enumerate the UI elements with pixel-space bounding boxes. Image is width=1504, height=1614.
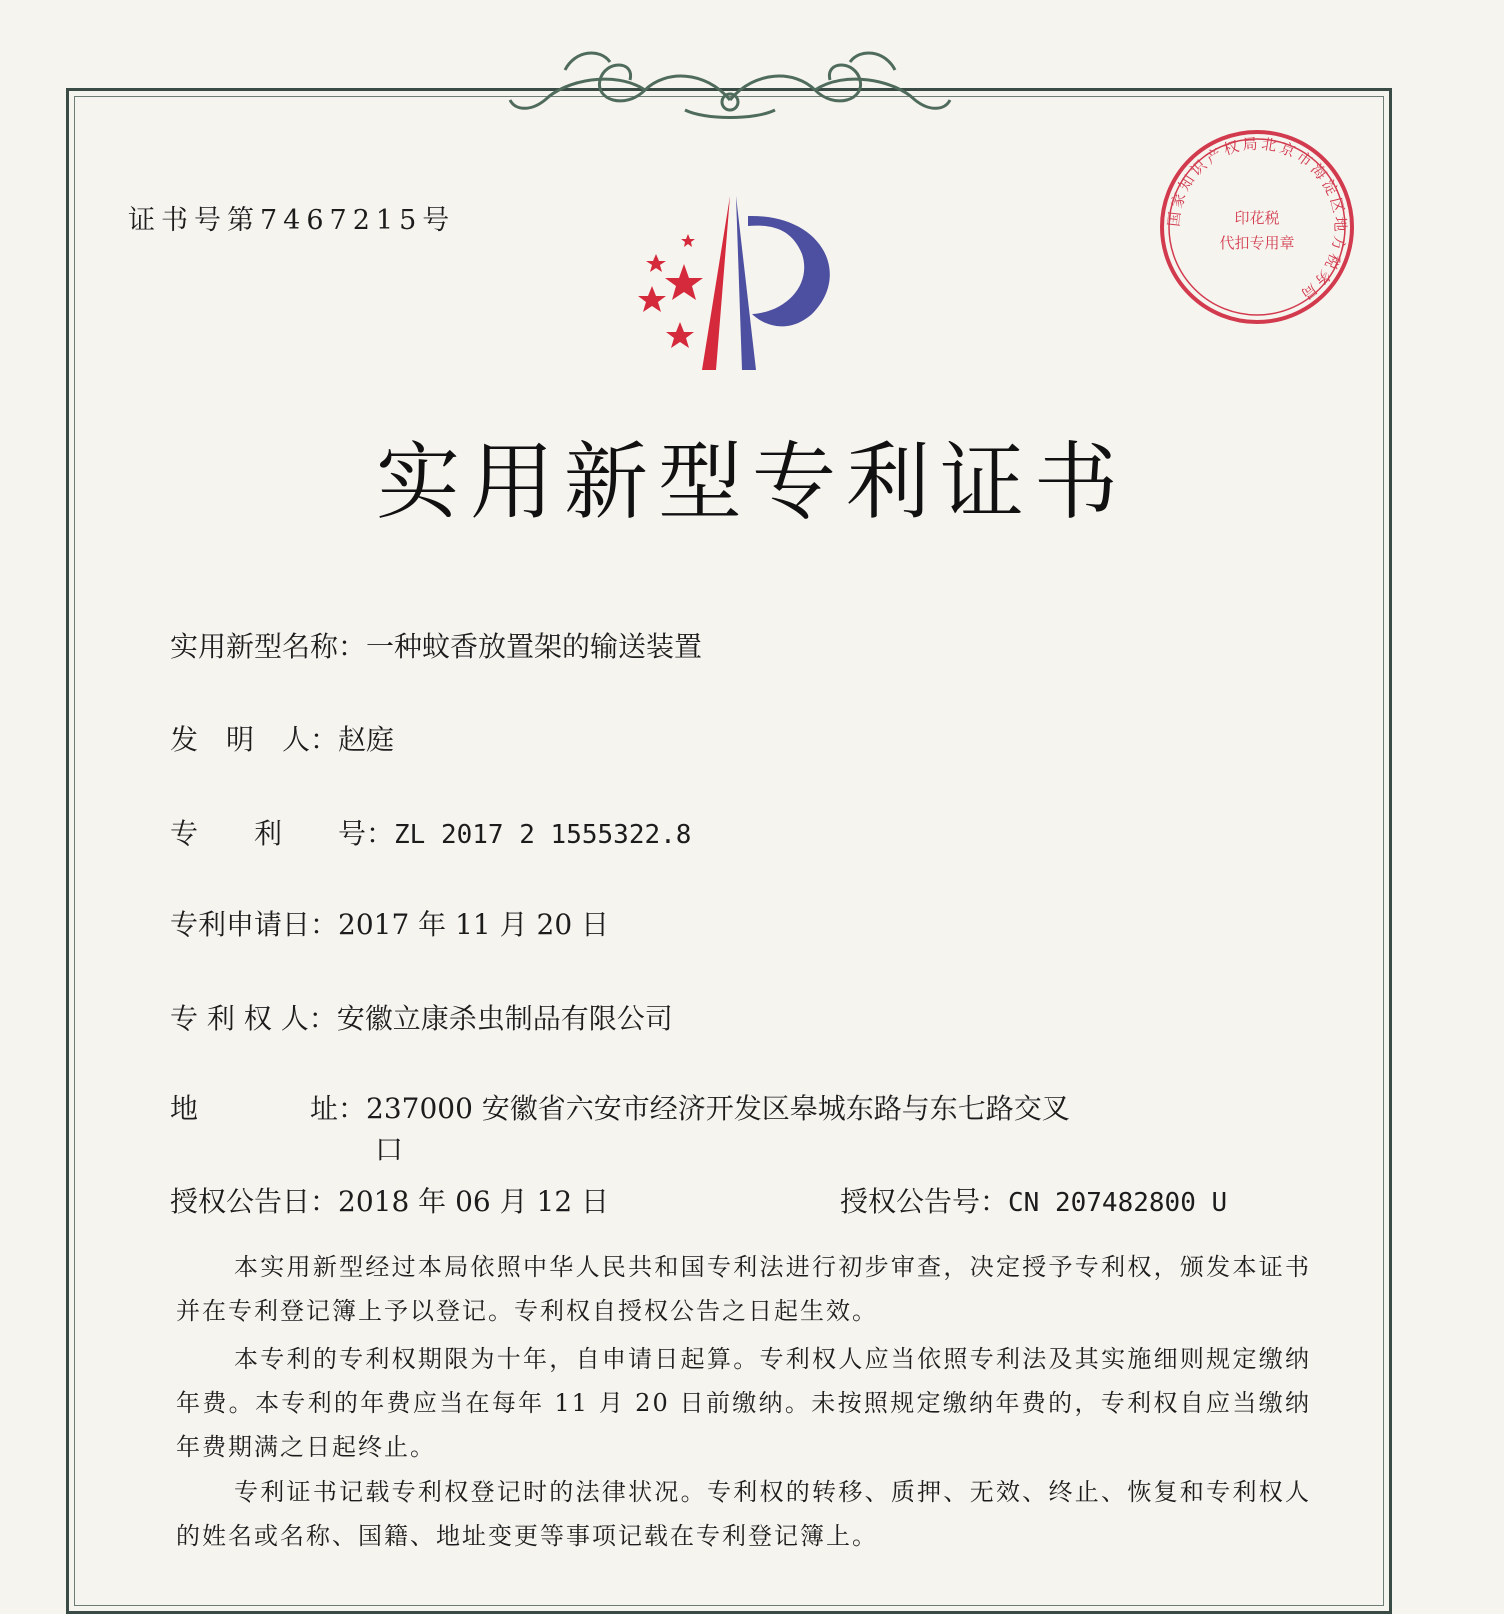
field-patentee [170, 997, 673, 1037]
seal-inner-line1: 印花税 [1234, 209, 1280, 227]
field-address-label: 地 址： [170, 1092, 367, 1125]
field-grant-date-value: 2018 年 06 月 12 日 [338, 1185, 610, 1218]
seal-ring-text: 国家知识产权局北京市海淀区地方税务局 [1164, 134, 1350, 306]
field-filing-date-label: 专利申请日： [170, 908, 339, 941]
field-inventor-label: 发 明 人： [170, 723, 339, 756]
field-grant-date [170, 1180, 609, 1220]
field-address [170, 1087, 1070, 1127]
field-address-value: 237000 安徽省六安市经济开发区皋城东路与东七路交叉 [366, 1092, 1070, 1125]
certificate-number: 证书号第7467215号 [128, 205, 456, 236]
field-patent-no-label: 专 利 号： [170, 817, 395, 850]
field-grant-no-value: CN 207482800 U [1008, 1188, 1228, 1218]
field-address-value-line2: 口 [375, 1133, 404, 1166]
field-grant-no [840, 1180, 1227, 1220]
field-patentee-label: 专 利 权 人： [170, 1002, 337, 1035]
field-name [170, 625, 702, 665]
field-inventor [170, 718, 394, 758]
field-patent-no [170, 812, 691, 852]
certificate-title: 实用新型专利证书 [375, 433, 1128, 531]
field-patentee-value: 安徽立康杀虫制品有限公司 [336, 1002, 673, 1035]
field-patent-no-value: ZL 2017 2 1555322.8 [394, 820, 692, 850]
field-grant-no-label: 授权公告号： [840, 1185, 1009, 1218]
field-grant-date-label: 授权公告日： [170, 1185, 339, 1218]
field-name-value: 一种蚊香放置架的输送装置 [366, 630, 703, 663]
field-inventor-value: 赵庭 [338, 723, 395, 756]
field-filing-date-value: 2017 年 11 月 20 日 [338, 908, 610, 941]
field-name-label: 实用新型名称： [170, 630, 367, 663]
floral-ornament-icon [505, 40, 955, 125]
paragraph-2: 本专利的专利权期限为十年，自申请日起算。专利权人应当依照专利法及其实施细则规定缴纳年费。本专利的年费应当在每年 11 月 20 日前缴纳。未按照规定缴纳年费的，专利权自应当缴纳年费期满之日起终止。 [176, 1345, 1311, 1461]
official-seal [1158, 128, 1356, 326]
cnipa-emblem-icon [612, 194, 852, 374]
field-filing-date [170, 903, 609, 943]
paragraph-3: 专利证书记载专利权登记时的法律状况。专利权的转移、质押、无效、终止、恢复和专利权人的姓名或名称、国籍、地址变更等事项记载在专利登记簿上。 [176, 1478, 1311, 1550]
paragraph-1: 本实用新型经过本局依照中华人民共和国专利法进行初步审查，决定授予专利权，颁发本证书并在专利登记簿上予以登记。专利权自授权公告之日起生效。 [176, 1253, 1311, 1325]
seal-inner-line2: 代扣专用章 [1219, 234, 1295, 252]
